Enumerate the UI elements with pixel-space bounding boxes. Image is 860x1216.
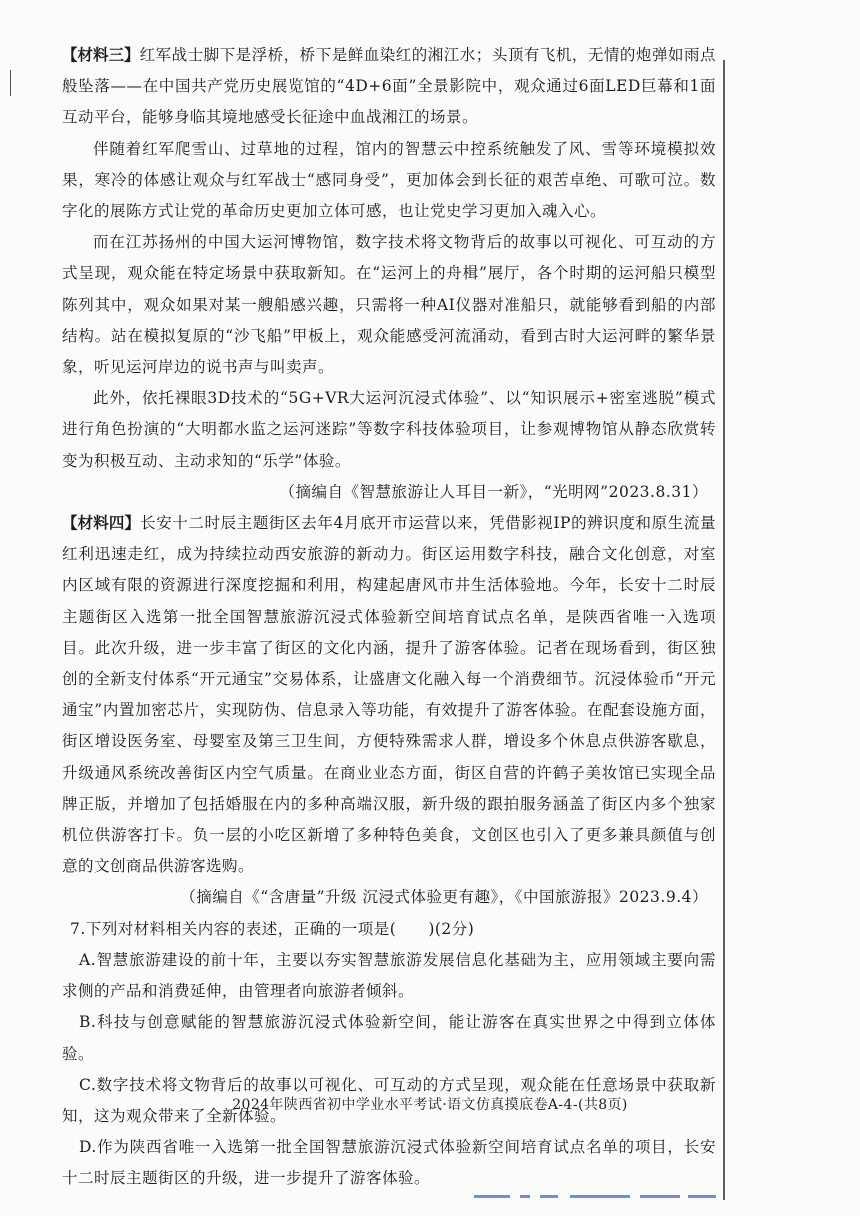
question-7-option-a: A.智慧旅游建设的前十年，主要以夯实智慧旅游发展信息化基础为主，应用领域主要向需求侧的产品和消费延伸，由管理者向旅游者倾斜。 — [62, 950, 716, 1001]
material3-paragraph-3: 而在江苏扬州的中国大运河博物馆，数字技术将文物背后的故事以可视化、可互动的方式呈现，观众能在特定场景中获取新知。在“运河上的舟楫”展厅，各个时期的运河船只模型陈列其中，观众如果对某一艘船感兴趣，只需将一种AI仪器对准船只，就能够看到船的内部结构。站在模拟复原的“沙飞船”甲板上，观众能感受河流涌动，看到古时大运河畔的繁华景象，听见运河岸边的说书声与叫卖声。 — [62, 233, 716, 377]
page-footer: 2024年陕西省初中学业水平考试·语文仿真摸底卷A-4-(共8页) — [232, 1097, 628, 1113]
margin-tick — [10, 70, 11, 96]
material4-tag: 【材料四】 — [62, 514, 141, 533]
question-7-stem: 7.下列对材料相关内容的表述，正确的一项是( )(2分) — [70, 919, 475, 938]
material4-paragraph-1 — [62, 508, 716, 882]
material3-source: （摘编自《智慧旅游让人耳目一新》，“光明网”2023.8.31） — [279, 482, 708, 501]
material3-paragraph-4: 此外，依托裸眼3D技术的“5G+VR大运河沉浸式体验”、以“知识展示+密室逃脱”模式进行角色扮演的“大明都水监之运河迷踪”等数字科技体验项目，让参观博物馆从静态欣赏转变为积极互动、主动求知的“乐学”体验。 — [62, 389, 716, 470]
material4-source: （摘编自《“含唐量”升级 沉浸式体验更有趣》，《中国旅游报》2023.9.4） — [180, 888, 708, 907]
material4-text-1: 长安十二时辰主题街区去年4月底开市运营以来，凭借影视IP的辨识度和原生流量红利迅速走红，成为持续拉动西安旅游的新动力。街区运用数字科技，融合文化创意，对室内区域有限的资源进行深度挖掘和利用，构建起唐风市井生活体验地。今年，长安十二时辰主题街区入选第一批全国智慧旅游沉浸式体验新空间培育试点名单，是陕西省唯一入选项目。此次升级，进一步丰富了街区的文化内涵，提升了游客体验。记者在现场看到，街区独创的全新支付体系“开元通宝”交易体系，让盛唐文化融入每一个消费细节。沉浸体验币“开元通宝”内置加密芯片，实现防伪、信息录入等功能，有效提升了游客体验。在配套设施方面，街区增设医务室、母婴室及第三卫生间，方便特殊需求人群，增设多个休息点供游客歇息，升级通风系统改善街区内空气质量。在商业业态方面，街区自营的许鹤子美妆馆已实现全品牌正版，并增加了包括婚服在内的多种高端汉服，新升级的跟拍服务涵盖了街区内多个独家机位供游客打卡。负一层的小吃区新增了多种特色美食，文创区也引入了更多兼具颜值与创意的文创商品供游客选购。 — [62, 514, 716, 876]
question-7-option-b: B.科技与创意赋能的智慧旅游沉浸式体验新空间，能让游客在真实世界之中得到立体体验。 — [62, 1013, 716, 1063]
scan-marks — [474, 1190, 744, 1204]
binding-rule — [723, 60, 725, 1200]
material3-paragraph-1 — [62, 40, 716, 134]
material3-tag: 【材料三】 — [62, 46, 140, 64]
question-7-option-d: D.作为陕西省唯一入选第一批全国智慧旅游沉浸式体验新空间培育试点名单的项目，长安十二时辰主题街区的升级，进一步提升了游客体验。 — [62, 1138, 716, 1188]
page-content — [62, 40, 716, 1195]
question-7-option-c: C.数字技术将文物背后的故事以可视化、可互动的方式呈现，观众能在任意场景中获取新知，这为观众带来了全新体验。 — [62, 1075, 716, 1125]
material3-text-1: 红军战士脚下是浮桥，桥下是鲜血染红的湘江水；头顶有飞机，无情的炮弹如雨点般坠落——在中国共产党历史展览馆的“4D+6面”全景影院中，观众通过6面LED巨幕和1面互动平台，能够身临其境地感受长征途中血战湘江的场景。 — [62, 46, 716, 127]
material3-paragraph-2: 伴随着红军爬雪山、过草地的过程，馆内的智慧云中控系统触发了风、雪等环境模拟效果，寒冷的体感让观众与红军战士“感同身受”，更加体会到长征的艰苦卓绝、可歌可泣。数字化的展陈方式让党的革命历史更加立体可感，也让党史学习更加入魂入心。 — [62, 139, 716, 221]
